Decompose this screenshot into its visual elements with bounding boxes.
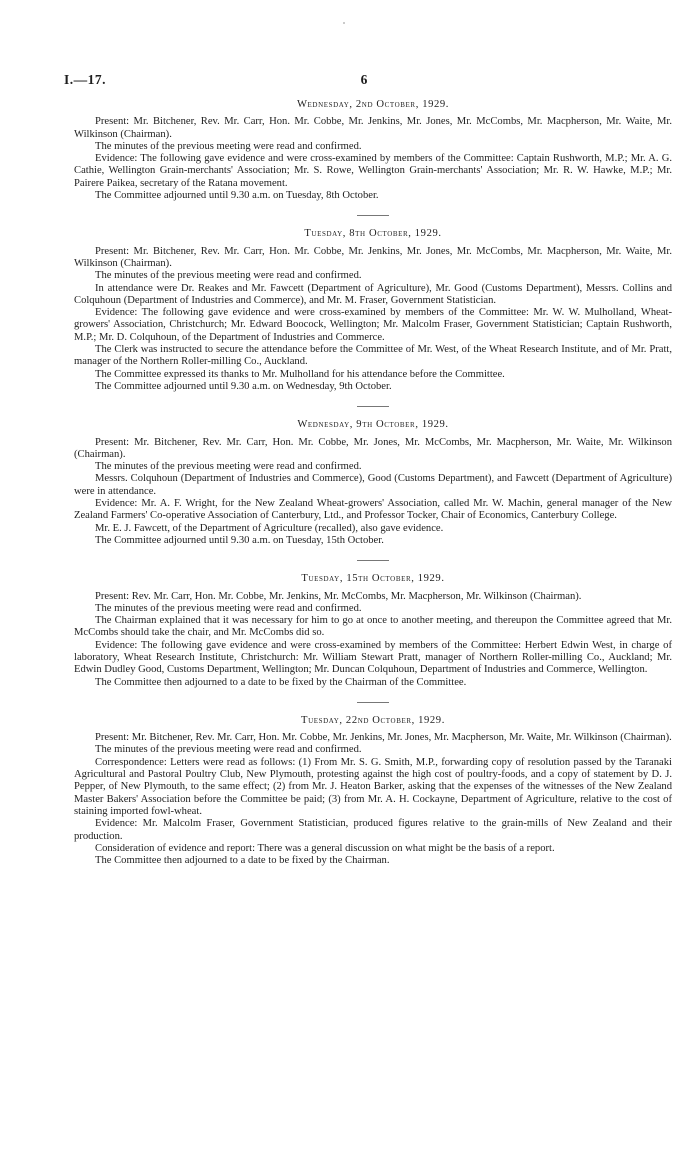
scan-mark: [343, 22, 345, 24]
paragraph: Present: Mr. Bitchener, Rev. Mr. Carr, Hon. Mr. Cobbe, Mr. Jones, Mr. McCombs, Mr. Macpherson, Mr. Waite, Mr. Wilkinson (Chairman).: [74, 436, 672, 460]
meeting-section: [74, 573, 672, 689]
paragraph: Evidence: The following gave evidence and were cross-examined by members of the Committee: Captain Rushworth, M.P.; Mr. A. G. Cathie, Wellington Grain-merchants' Association; Mr. S. Rowe, Wellington Grain-merchants' Association; Mr. R. W. Hawke, M.P.; Mr. Pairere Paikea, secretary of the Ratana movement.: [74, 153, 672, 189]
meeting-section: [74, 715, 672, 868]
paragraph: The Clerk was instructed to secure the attendance before the Committee of Mr. West, of the Wheat Research Institute, and of Mr. Pratt, manager of the Northern Roller-milling Co., Auckland.: [74, 344, 672, 368]
paragraph: Present: Mr. Bitchener, Rev. Mr. Carr, Hon. Mr. Cobbe, Mr. Jenkins, Mr. Jones, Mr. Macpherson, Mr. Waite, Mr. Wilkinson (Chairman).: [95, 732, 672, 744]
paragraph: Messrs. Colquhoun (Department of Industries and Commerce), Good (Customs Department), and Fawcett (Department of Agriculture) were in attendance.: [74, 473, 672, 497]
meeting-date: Tuesday, 8th October, 1929.: [304, 228, 442, 240]
paragraph: Consideration of evidence and report: There was a general discussion on what might be the basis of a report.: [95, 842, 555, 854]
paragraph: The Chairman explained that it was necessary for him to go at once to another meeting, and thereupon the Committee agreed that Mr. McCombs should take the chair, and Mr. McCombs did so.: [74, 615, 672, 639]
paragraph: The Committee adjourned until 9.30 a.m. on Tuesday, 15th October.: [95, 534, 384, 546]
section-divider: [357, 560, 389, 561]
paragraph: Evidence: Mr. A. F. Wright, for the New Zealand Wheat-growers' Association, called Mr. W. Machin, general manager of the New Zealand Farmers' Co-operative Association of Canterbury, Ltd., and Professor Tocker, Chair of Economics, Canterbury College.: [74, 498, 672, 522]
meeting-date: Wednesday, 9th October, 1929.: [297, 419, 449, 431]
paragraph: The minutes of the previous meeting were read and confirmed.: [95, 602, 362, 614]
paragraph: The minutes of the previous meeting were read and confirmed.: [95, 270, 362, 282]
meeting-section: [74, 99, 672, 202]
section-divider: [357, 702, 389, 703]
paragraph: Evidence: Mr. Malcolm Fraser, Government Statistician, produced figures relative to the grain-mills of New Zealand and their production.: [74, 818, 672, 842]
paragraph: Evidence: The following gave evidence and were cross-examined by members of the Committee: Mr. W. W. Mulholland, Wheat-growers' Association, Christchurch; Mr. Edward Boocock, Wellington; Mr. Malcolm Fraser, Government Statistician; Captain Rushworth, M.P.; Mr. D. Colquhoun, of the Department of Industries and Commerce.: [74, 307, 672, 343]
paragraph: The minutes of the previous meeting were read and confirmed.: [95, 461, 362, 473]
paragraph: The Committee expressed its thanks to Mr. Mulholland for his attendance before the Committee.: [95, 368, 505, 380]
meeting-date: Wednesday, 2nd October, 1929.: [296, 99, 450, 110]
document-reference: I.—17.: [64, 72, 107, 87]
paragraph: The minutes of the previous meeting were read and confirmed.: [95, 744, 362, 756]
paragraph: The Committee then adjourned to a date to be fixed by the Chairman.: [95, 855, 390, 867]
meeting-date: Tuesday, 22nd October, 1929.: [301, 714, 445, 726]
section-divider: [357, 406, 389, 407]
paragraph: The Committee adjourned until 9.30 a.m. on Tuesday, 8th October.: [95, 190, 379, 202]
meeting-section: [74, 228, 672, 393]
paragraph: Present: Mr. Bitchener, Rev. Mr. Carr, Hon. Mr. Cobbe, Mr. Jenkins, Mr. Jones, Mr. McCombs, Mr. Macpherson, Mr. Waite, Mr. Wilkinson (Chairman).: [74, 116, 672, 140]
paragraph: Present: Rev. Mr. Carr, Hon. Mr. Cobbe, Mr. Jenkins, Mr. McCombs, Mr. Macpherson, Mr. Wilkinson (Chairman).: [95, 590, 582, 602]
paragraph: The Committee adjourned until 9.30 a.m. on Wednesday, 9th October.: [95, 380, 392, 392]
page-number: 6: [360, 72, 368, 87]
section-divider: [357, 215, 389, 216]
meeting-section: [74, 419, 672, 547]
paragraph: The minutes of the previous meeting were read and confirmed.: [95, 140, 362, 152]
page-header: [64, 72, 664, 88]
paragraph: Correspondence: Letters were read as follows: (1) From Mr. S. G. Smith, M.P., forwarding copy of resolution passed by the Taranaki Agricultural and Pastoral Poultry Club, New Plymouth, protesting against the high cost of poultry-foods, and a copy of statement by D. J. Pepper, of New Plymouth, to the same effect; (2) from Mr. J. Heaton Barker, asking that the expenses of the witnesses of the New Zealand Master Bakers' Association before the Committee be paid; (3) from Mr. A. H. Cockayne, Department of Agriculture, relative to the cost of staining imported fowl-wheat.: [74, 756, 672, 817]
minutes-body: [74, 99, 672, 867]
paragraph: Present: Mr. Bitchener, Rev. Mr. Carr, Hon. Mr. Cobbe, Mr. Jenkins, Mr. Jones, Mr. McCombs, Mr. Macpherson, Mr. Waite, Mr. Wilkinson (Chairman).: [74, 245, 672, 269]
meeting-date: Tuesday, 15th October, 1929.: [301, 573, 445, 585]
paragraph: Mr. E. J. Fawcett, of the Department of Agriculture (recalled), also gave evidence.: [95, 522, 444, 534]
paragraph: Evidence: The following gave evidence and were cross-examined by members of the Committee: Herbert Edwin West, in charge of laboratory, Wheat Research Institute, Christchurch: Mr. William Stewart Pratt, manager of Northern Roller-milling Co., Auckland; Mr. Edwin Dudley Good, Customs Department, Wellington; Mr. Duncan Colquhoun, Department of Industries and Commerce, Wellington.: [74, 639, 672, 676]
paragraph: In attendance were Dr. Reakes and Mr. Fawcett (Department of Agriculture), Mr. Good (Customs Department), Messrs. Collins and Colquhoun (Department of Industries and Commerce), and Mr. M. Fraser, Government Statistician.: [74, 282, 672, 306]
paragraph: The Committee then adjourned to a date to be fixed by the Chairman of the Committee.: [95, 676, 467, 688]
